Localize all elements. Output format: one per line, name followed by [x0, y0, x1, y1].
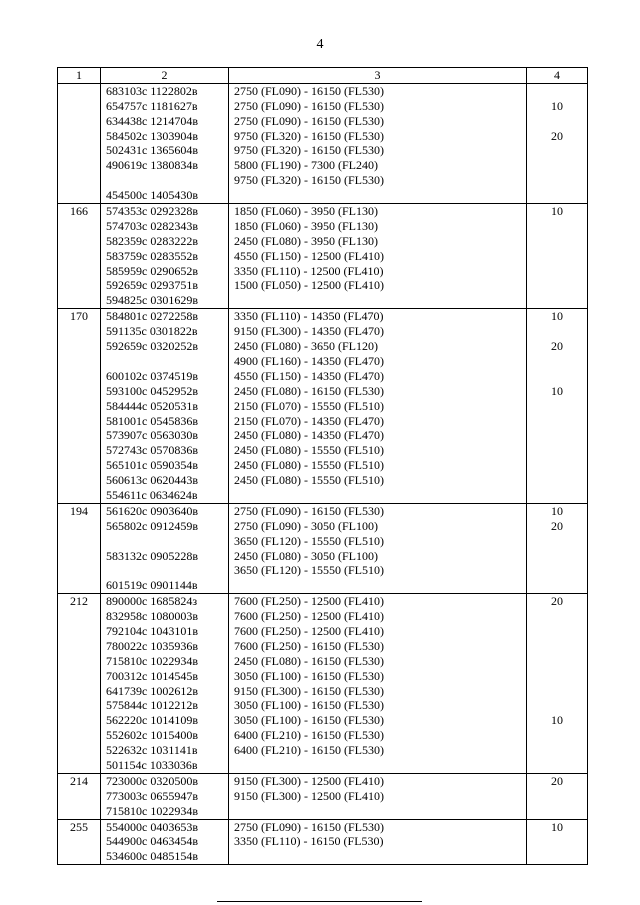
value-line [527, 249, 587, 264]
value-line [527, 443, 587, 458]
value-line [527, 264, 587, 279]
altitude-range-line: 4550 (FL150) - 12500 (FL410) [234, 248, 384, 263]
altitude-range-cell [229, 594, 527, 774]
altitude-range-line: 3350 (FL110) - 14350 (FL470) [234, 309, 384, 324]
altitude-range-line [229, 578, 526, 593]
value-line: 10 [551, 503, 563, 518]
value-line: 20 [551, 594, 563, 609]
coordinate-line: 715810c 1022934в [106, 653, 198, 668]
altitude-range-line: 3050 (FL100) - 16150 (FL530) [234, 713, 384, 728]
coordinates-cell [101, 773, 229, 819]
value-line [527, 563, 587, 578]
coordinate-line: 554000c 0403653в [106, 819, 198, 834]
altitude-range-line: 7600 (FL250) - 12500 (FL410) [234, 594, 384, 609]
table-row [58, 204, 588, 309]
value-line [527, 188, 587, 203]
coordinate-line: 780022c 1035936в [106, 638, 198, 653]
altitude-range-line: 2750 (FL090) - 16150 (FL530) [234, 98, 384, 113]
coordinate-line: 522632c 1031141в [106, 743, 198, 758]
altitude-range-line: 9150 (FL300) - 16150 (FL530) [234, 683, 384, 698]
value-cell [527, 309, 588, 504]
value-line [527, 849, 587, 864]
bottom-divider [217, 901, 422, 902]
altitude-range-line [229, 488, 526, 503]
route-number: 212 [58, 594, 101, 774]
coordinate-line: 572743c 0570836в [106, 443, 198, 458]
coordinate-line: 594825c 0301629в [106, 293, 198, 308]
altitude-range-line: 2750 (FL090) - 16150 (FL530) [234, 819, 384, 834]
coordinate-line: 574703c 0282343в [106, 218, 198, 233]
value-line [527, 743, 587, 758]
coordinate-line: 544900c 0463454в [106, 834, 198, 849]
value-line: 20 [551, 518, 563, 533]
value-cell [527, 83, 588, 203]
route-number: 170 [58, 309, 101, 504]
header-col-2: 2 [101, 68, 229, 84]
altitude-range-line: 2150 (FL070) - 14350 (FL470) [234, 413, 384, 428]
value-cell [527, 773, 588, 819]
table-header-row [58, 68, 588, 84]
value-line [527, 158, 587, 173]
altitude-range-cell [229, 309, 527, 504]
value-line [527, 84, 587, 99]
altitude-range-line: 7600 (FL250) - 12500 (FL410) [234, 609, 384, 624]
altitude-range-line [229, 758, 526, 773]
coordinate-line: 575844c 1012212в [106, 698, 198, 713]
coordinate-line: 582359c 0283222в [106, 233, 198, 248]
value-line [527, 278, 587, 293]
value-line [527, 399, 587, 414]
value-line: 10 [551, 713, 563, 728]
coordinate-line: 565101c 0590354в [106, 458, 198, 473]
altitude-range-line: 9750 (FL320) - 16150 (FL530) [234, 143, 384, 158]
value-line: 10 [551, 98, 563, 113]
altitude-range-line: 2450 (FL080) - 16150 (FL530) [234, 383, 384, 398]
value-line [527, 219, 587, 234]
coordinates-cell [101, 594, 229, 774]
altitude-range-line: 2450 (FL080) - 14350 (FL470) [234, 428, 384, 443]
altitude-range-line: 9150 (FL300) - 14350 (FL470) [234, 324, 384, 339]
altitude-range-cell [229, 773, 527, 819]
value-line [527, 789, 587, 804]
coordinate-line [101, 354, 228, 369]
route-number: 194 [58, 503, 101, 593]
value-cell [527, 503, 588, 593]
coordinate-line: 683103c 1122802в [106, 83, 198, 98]
value-line [527, 369, 587, 384]
route-number: 166 [58, 204, 101, 309]
altitude-range-line: 2450 (FL080) - 3650 (FL120) [234, 339, 378, 354]
value-line [527, 173, 587, 188]
value-line [527, 234, 587, 249]
value-line [527, 428, 587, 443]
value-line [527, 534, 587, 549]
altitude-range-line: 4900 (FL160) - 14350 (FL470) [234, 353, 384, 368]
value-line [527, 293, 587, 308]
coordinate-line: 592659c 0293751в [106, 278, 198, 293]
table-row [58, 503, 588, 593]
coordinate-line [101, 563, 228, 578]
coordinate-line: 591135c 0301822в [106, 324, 198, 339]
altitude-range-line: 3650 (FL120) - 15550 (FL510) [234, 563, 384, 578]
coordinates-cell [101, 819, 229, 865]
value-line [527, 549, 587, 564]
altitude-range-line: 2750 (FL090) - 16150 (FL530) [234, 503, 384, 518]
table-row [58, 83, 588, 203]
coordinate-line: 573907c 0563030в [106, 428, 198, 443]
coordinate-line: 562220c 1014109в [106, 713, 198, 728]
altitude-range-line: 6400 (FL210) - 16150 (FL530) [234, 728, 384, 743]
value-line: 20 [551, 773, 563, 788]
coordinate-line: 561620c 0903640в [106, 503, 198, 518]
altitude-range-line: 1500 (FL050) - 12500 (FL410) [234, 278, 384, 293]
altitude-range-line: 2750 (FL090) - 3050 (FL100) [234, 518, 378, 533]
coordinate-line: 592659c 0320252в [106, 339, 198, 354]
altitude-range-line: 3050 (FL100) - 16150 (FL530) [234, 698, 384, 713]
value-line [527, 804, 587, 819]
coordinate-line: 700312c 1014545в [106, 668, 198, 683]
altitude-range-line: 2750 (FL090) - 16150 (FL530) [234, 113, 384, 128]
altitude-range-line: 2450 (FL080) - 15550 (FL510) [234, 458, 384, 473]
coordinate-line: 600102c 0374519в [106, 368, 198, 383]
coordinates-cell [101, 503, 229, 593]
value-line [527, 698, 587, 713]
coordinate-line: 890000c 1685824з [106, 594, 198, 609]
route-number [58, 83, 101, 203]
altitude-range-line: 9150 (FL300) - 12500 (FL410) [234, 773, 384, 788]
altitude-range-line: 4550 (FL150) - 14350 (FL470) [234, 368, 384, 383]
coordinate-line: 723000c 0320500в [106, 773, 198, 788]
value-line [527, 684, 587, 699]
value-line: 10 [551, 383, 563, 398]
value-cell [527, 819, 588, 865]
value-line [527, 624, 587, 639]
coordinate-line: 584444c 0520531в [106, 398, 198, 413]
coordinate-line: 574353c 0292328в [106, 204, 198, 219]
value-line [527, 114, 587, 129]
altitude-range-line: 2450 (FL080) - 15550 (FL510) [234, 443, 384, 458]
coordinate-line: 581001c 0545836в [106, 413, 198, 428]
value-line [527, 473, 587, 488]
altitude-range-line: 3650 (FL120) - 15550 (FL510) [234, 533, 384, 548]
coordinates-cell [101, 204, 229, 309]
value-line: 10 [551, 819, 563, 834]
coordinate-line: 583132c 0905228в [106, 548, 198, 563]
route-number: 214 [58, 773, 101, 819]
coordinate-line: 583759c 0283552в [106, 248, 198, 263]
altitude-range-cell [229, 204, 527, 309]
altitude-range-line [229, 293, 526, 308]
altitude-range-line: 9150 (FL300) - 12500 (FL410) [234, 788, 384, 803]
altitude-range-cell [229, 819, 527, 865]
altitude-range-line [229, 849, 526, 864]
coordinate-line: 490619c 1380834в [106, 158, 198, 173]
altitude-range-line: 2450 (FL080) - 16150 (FL530) [234, 653, 384, 668]
altitude-range-line: 7600 (FL250) - 16150 (FL530) [234, 638, 384, 653]
coordinates-cell [101, 309, 229, 504]
coordinate-line: 792104c 1043101в [106, 623, 198, 638]
altitude-range-line: 2450 (FL080) - 3050 (FL100) [234, 548, 378, 563]
coordinate-line: 502431c 1365604в [106, 143, 198, 158]
value-line: 10 [551, 309, 563, 324]
header-col-1: 1 [58, 68, 101, 84]
route-number: 255 [58, 819, 101, 865]
value-line [527, 488, 587, 503]
coordinate-line: 773003c 0655947в [106, 788, 198, 803]
coordinates-table [57, 67, 588, 865]
coordinate-line: 832958c 1080003в [106, 609, 198, 624]
value-line [527, 669, 587, 684]
value-line: 10 [551, 204, 563, 219]
value-line [527, 639, 587, 654]
coordinate-line: 634438c 1214704в [106, 113, 198, 128]
altitude-range-line [229, 188, 526, 203]
coordinate-line: 654757c 1181627в [106, 98, 198, 113]
altitude-range-cell [229, 83, 527, 203]
table-row [58, 773, 588, 819]
altitude-range-line: 9750 (FL320) - 16150 (FL530) [234, 128, 384, 143]
value-line [527, 758, 587, 773]
coordinate-line: 565802c 0912459в [106, 518, 198, 533]
table-row [58, 309, 588, 504]
coordinate-line: 601519c 0901144в [106, 578, 198, 593]
coordinate-line: 534600c 0485154в [106, 849, 198, 864]
value-line [527, 458, 587, 473]
altitude-range-line [229, 804, 526, 819]
altitude-range-line: 2450 (FL080) - 3950 (FL130) [234, 233, 378, 248]
altitude-range-line: 1850 (FL060) - 3950 (FL130) [234, 218, 378, 233]
coordinate-line: 593100c 0452952в [106, 383, 198, 398]
header-col-3: 3 [229, 68, 527, 84]
altitude-range-line: 6400 (FL210) - 16150 (FL530) [234, 743, 384, 758]
value-line [527, 354, 587, 369]
value-cell [527, 594, 588, 774]
altitude-range-line: 7600 (FL250) - 12500 (FL410) [234, 623, 384, 638]
value-line [527, 578, 587, 593]
coordinate-line: 715810c 1022934в [106, 803, 198, 818]
altitude-range-line: 3050 (FL100) - 16150 (FL530) [234, 668, 384, 683]
value-line [527, 654, 587, 669]
coordinate-line [101, 534, 228, 549]
table-body [58, 83, 588, 864]
coordinate-line: 584801c 0272258в [106, 309, 198, 324]
table-row [58, 594, 588, 774]
altitude-range-line: 5800 (FL190) - 7300 (FL240) [234, 158, 378, 173]
coordinates-cell [101, 83, 229, 203]
value-line [527, 609, 587, 624]
coordinate-line [101, 173, 228, 188]
coordinate-line: 585959c 0290652в [106, 263, 198, 278]
altitude-range-cell [229, 503, 527, 593]
value-line [527, 324, 587, 339]
altitude-range-line: 3350 (FL110) - 12500 (FL410) [234, 263, 384, 278]
value-line [527, 143, 587, 158]
coordinate-line: 501154c 1033036в [106, 757, 198, 772]
altitude-range-line: 2150 (FL070) - 15550 (FL510) [234, 398, 384, 413]
coordinate-line: 641739c 1002612в [106, 683, 198, 698]
altitude-range-line: 9750 (FL320) - 16150 (FL530) [234, 173, 384, 188]
value-line [527, 728, 587, 743]
altitude-range-line: 2750 (FL090) - 16150 (FL530) [234, 83, 384, 98]
coordinate-line: 454500c 1405430в [106, 188, 198, 203]
value-line [527, 834, 587, 849]
value-cell [527, 204, 588, 309]
page-number: 4 [316, 37, 324, 52]
value-line [527, 414, 587, 429]
value-line: 20 [551, 128, 563, 143]
coordinate-line: 584502c 1303904в [106, 128, 198, 143]
coordinate-line: 560613c 0620443в [106, 473, 198, 488]
altitude-range-line: 2450 (FL080) - 15550 (FL510) [234, 473, 384, 488]
altitude-range-line: 1850 (FL060) - 3950 (FL130) [234, 204, 378, 219]
value-line: 20 [551, 339, 563, 354]
table-row [58, 819, 588, 865]
coordinate-line: 552602c 1015400в [106, 728, 198, 743]
altitude-range-line: 3350 (FL110) - 16150 (FL530) [234, 834, 384, 849]
coordinate-line: 554611c 0634624в [106, 487, 198, 502]
header-col-4: 4 [527, 68, 588, 84]
